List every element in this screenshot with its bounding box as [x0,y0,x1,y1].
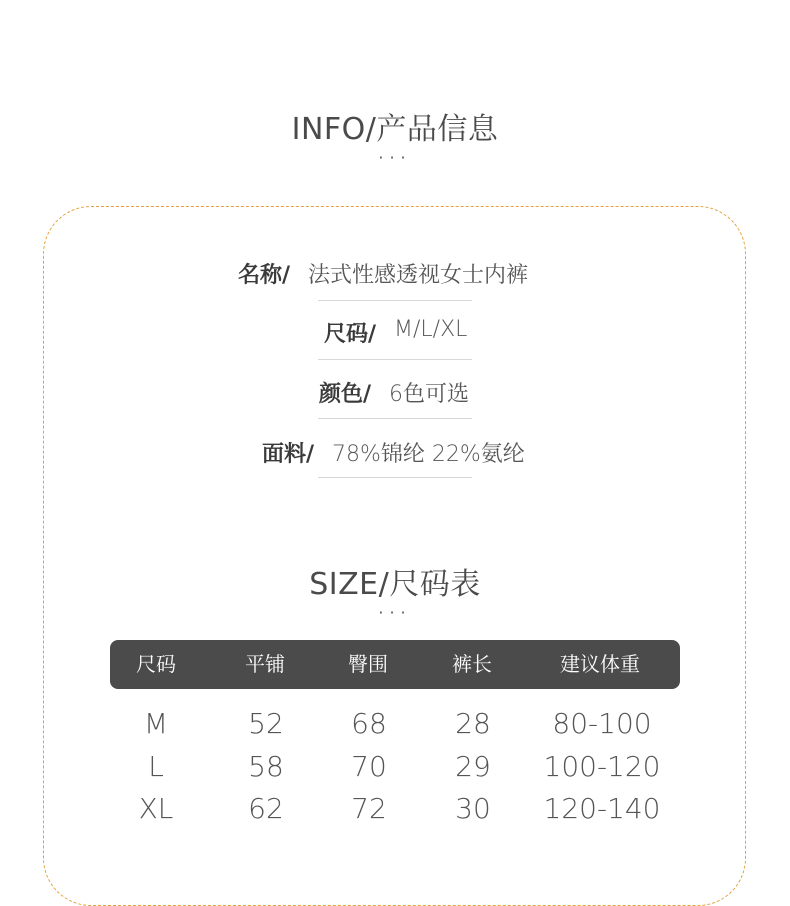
info-divider [318,359,472,360]
table-cell: 80-100 [552,707,652,740]
info-row-color [0,377,790,407]
table-cell: L [148,750,164,783]
info-divider [318,418,472,419]
table-cell: 30 [455,792,491,825]
table-cell: 100-120 [543,750,661,783]
table-cell: 72 [351,792,387,825]
table-cell: 68 [351,707,387,740]
table-cell: 62 [248,792,284,825]
size-table-header-cell: 裤长 [452,652,492,676]
table-cell: 28 [455,707,491,740]
size-table-header-cell: 臀围 [348,652,388,676]
size-table-header-cell: 建议体重 [560,652,640,676]
info-title-zh: 产品信息 [376,112,499,147]
info-divider [318,477,472,478]
size-title [0,559,790,603]
info-value-size: M/L/XL [394,317,468,342]
table-cell: 29 [455,750,491,783]
table-cell: 120-140 [543,792,661,825]
table-cell: M [143,707,169,740]
table-cell: 58 [248,750,284,783]
info-value-color: 6色可选 [389,382,469,407]
size-title-zh: 尺码表 [389,567,481,602]
info-row-fabric [0,437,790,467]
info-label-name: 名称/ [237,263,290,288]
info-label-size: 尺码/ [323,322,376,347]
table-cell: 70 [351,750,387,783]
info-value-name: 法式性感透视女士内裤 [308,263,529,288]
info-row-name [0,258,790,288]
info-value-fabric: 78%锦纶 22%氨纶 [332,442,525,467]
size-table-header-cell: 尺码 [136,652,176,676]
size-table-header [110,640,680,689]
info-title-en: INFO/ [291,112,377,147]
table-cell: XL [138,792,174,825]
info-row-size [0,317,790,347]
size-dots: ··· [378,603,412,622]
table-cell: 52 [248,707,284,740]
info-divider [318,300,472,301]
info-dots: ··· [378,148,412,167]
size-title-en: SIZE/ [309,567,390,602]
info-label-color: 颜色/ [318,382,371,407]
size-table-header-cell: 平铺 [245,652,285,676]
info-label-fabric: 面料/ [261,442,314,467]
info-title [0,104,790,148]
